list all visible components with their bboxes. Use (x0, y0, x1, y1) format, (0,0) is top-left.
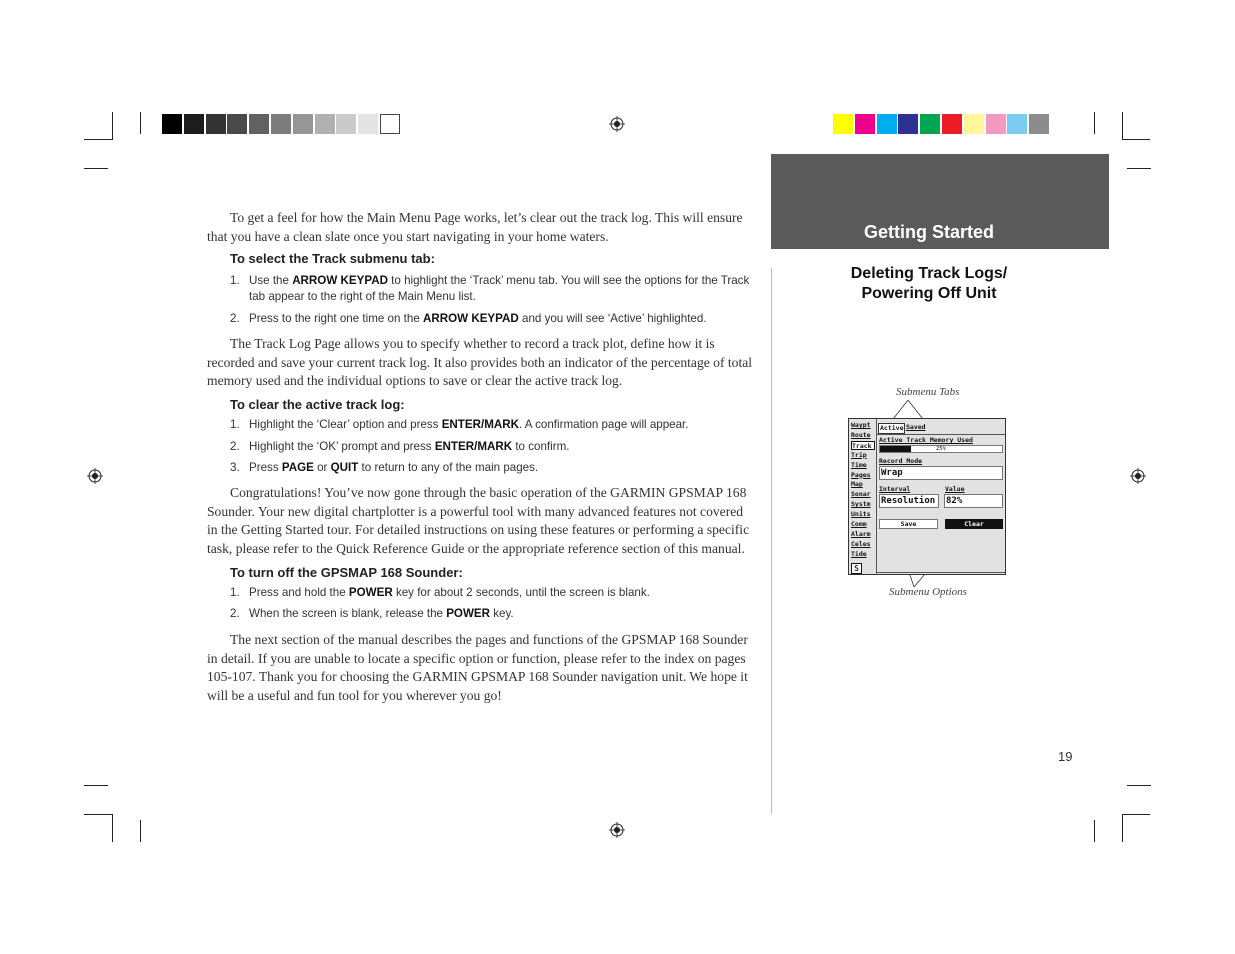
crop-mark (84, 168, 108, 169)
memory-label: Active Track Memory Used (879, 436, 973, 444)
step-item (230, 585, 755, 601)
step-number: 1. (230, 274, 240, 287)
gps-menu-item-route[interactable]: Route (851, 430, 871, 439)
side-heading: Deleting Track Logs/ Powering Off Unit (850, 265, 1008, 302)
crop-mark (1122, 139, 1150, 140)
crop-mark (1127, 168, 1151, 169)
value-label: Value (945, 485, 965, 493)
color-swatch (1007, 114, 1027, 134)
step-number: 1. (230, 586, 240, 599)
gray-swatch (380, 114, 400, 134)
crop-mark (140, 112, 141, 134)
screen-bottom-rule (877, 572, 1005, 573)
memory-value: 25% (936, 446, 946, 452)
memory-bar-fill (880, 446, 911, 452)
gps-screen (848, 418, 1006, 575)
tab-rule (877, 434, 1005, 435)
step-item (230, 460, 755, 476)
step-number: 1. (230, 418, 240, 431)
gray-swatch (315, 114, 335, 134)
color-swatch (855, 114, 875, 134)
step-text: Highlight the ‘Clear’ option and press ENTER/MARK. A confirmation page will appear. (249, 418, 689, 431)
crop-mark (1127, 785, 1151, 786)
registration-mark-icon (87, 468, 103, 484)
step-text: Press to the right one time on the ARROW KEYPAD and you will see ‘Active’ highlighted. (249, 312, 707, 325)
clear-button[interactable]: Clear (945, 519, 1003, 529)
save-button[interactable]: Save (879, 519, 938, 529)
record-mode-field[interactable]: Wrap (879, 466, 1003, 480)
color-swatch (898, 114, 918, 134)
crop-mark (140, 820, 141, 842)
crop-mark (1094, 112, 1095, 134)
gps-menu-item-trip[interactable]: Trip (851, 450, 867, 459)
gray-swatch (358, 114, 378, 134)
congratulations-paragraph: Congratulations! You’ve now gone through the basic operation of the GARMIN GPSMAP 168 Sounder. Your new digital chartplotter is a powerful tool with many advanced features not covered in the Getting Started tour. For detailed instructions on using these features or performing a specific task, please refer to the Quick Reference Guide or the appropriate reference section of this manual. (207, 485, 750, 556)
caption-submenu-tabs: Submenu Tabs (896, 386, 960, 398)
crop-mark (112, 112, 113, 140)
crop-mark (1122, 112, 1123, 140)
gps-menu-item-time[interactable]: Time (851, 460, 867, 469)
gps-indicator: S (851, 563, 862, 574)
tab-active[interactable]: Active (880, 424, 904, 432)
gps-menu-item-sonar[interactable]: Sonar (851, 490, 871, 499)
step-text: When the screen is blank, release the POWER key. (249, 607, 514, 620)
interval-label: Interval (879, 485, 911, 493)
record-mode-label: Record Mode (879, 457, 923, 465)
gps-menu-item-systm[interactable]: Systm (851, 500, 871, 509)
page-number: 19 (1058, 749, 1073, 764)
step-item (230, 606, 755, 622)
gray-swatch (184, 114, 204, 134)
crop-mark (1122, 814, 1123, 842)
gray-swatch (271, 114, 291, 134)
intro-paragraph: To get a feel for how the Main Menu Page works, let’s clear out the track log. This will ensure that you have a clean slate once you start navigating in your home waters. (207, 210, 743, 244)
caption-submenu-options: Submenu Options (889, 586, 967, 598)
registration-mark-icon (1130, 468, 1146, 484)
gray-swatch (227, 114, 247, 134)
gps-menu-item-comm[interactable]: Comm (851, 520, 867, 528)
crop-mark (1094, 820, 1095, 842)
color-swatch (877, 114, 897, 134)
step-number: 2. (230, 440, 240, 453)
crop-mark (112, 814, 113, 842)
value-field[interactable]: 82% (944, 494, 1003, 508)
gps-menu-item-waypt[interactable]: Waypt (851, 421, 871, 429)
section-title: Getting Started (863, 222, 994, 242)
gps-menu-item-units[interactable]: Units (851, 510, 871, 519)
step-item (230, 311, 755, 327)
registration-mark-icon (609, 822, 625, 838)
step-item (230, 439, 755, 455)
color-swatch (920, 114, 940, 134)
step-item (230, 417, 755, 433)
step-number: 2. (230, 312, 240, 325)
step-number: 3. (230, 461, 240, 474)
step-text: Press PAGE or QUIT to return to any of the main pages. (249, 461, 539, 474)
crop-mark (84, 814, 112, 815)
gps-menu-divider (876, 419, 877, 575)
color-swatch (986, 114, 1006, 134)
gps-menu-item-alarm[interactable]: Alarm (851, 529, 871, 538)
heading-clear-track-log: To clear the active track log: (230, 397, 405, 412)
color-swatch (1029, 114, 1049, 134)
step-text: Highlight the ‘OK’ prompt and press ENTER/MARK to confirm. (249, 440, 570, 453)
gps-menu-item-track[interactable]: Track (851, 441, 875, 450)
gps-menu-item-pages[interactable]: Pages (851, 470, 871, 479)
heading-select-track-tab: To select the Track submenu tab: (230, 251, 435, 266)
gray-swatch (336, 114, 356, 134)
gray-swatch (206, 114, 226, 134)
gps-menu-item-celes[interactable]: Celes (851, 539, 871, 548)
gps-menu-item-map[interactable]: Map (851, 480, 863, 489)
registration-mark-icon (609, 116, 625, 132)
memory-bar (879, 445, 1003, 453)
interval-field[interactable]: Resolution (879, 494, 939, 508)
tab-saved[interactable]: Saved (906, 423, 926, 431)
step-item (230, 273, 755, 305)
track-log-paragraph: The Track Log Page allows you to specify whether to record a track plot, define how it is recorded and save your current track log. It also provides both an indicator of the percentage of total memory used and the individual options to save or clear the active track log. (207, 336, 753, 389)
gps-menu-item-tide[interactable]: Tide (851, 549, 867, 558)
step-text: Press and hold the POWER key for about 2 seconds, until the screen is blank. (249, 586, 650, 599)
next-section-paragraph: The next section of the manual describes the pages and functions of the GPSMAP 168 Sounder in detail. If you are unable to locate a specific option or function, please refer to the index on pages 105-107. Thank you for choosing the GARMIN GPSMAP 168 Sounder navigation unit. We hope it will be a useful and fun tool for you wherever you go! (207, 632, 748, 703)
crop-mark (84, 785, 108, 786)
step-number: 2. (230, 607, 240, 620)
column-divider (771, 268, 772, 814)
heading-turn-off-unit: To turn off the GPSMAP 168 Sounder: (230, 565, 463, 580)
gray-swatch (249, 114, 269, 134)
color-swatch (964, 114, 984, 134)
crop-mark (84, 139, 112, 140)
gray-swatch (162, 114, 182, 134)
crop-mark (1122, 814, 1150, 815)
color-swatch (833, 114, 853, 134)
color-swatch (942, 114, 962, 134)
gray-swatch (293, 114, 313, 134)
step-text: Use the ARROW KEYPAD to highlight the ‘Track’ menu tab. You will see the options for the Track tab appear to the right of the Main Menu list. (249, 274, 750, 303)
